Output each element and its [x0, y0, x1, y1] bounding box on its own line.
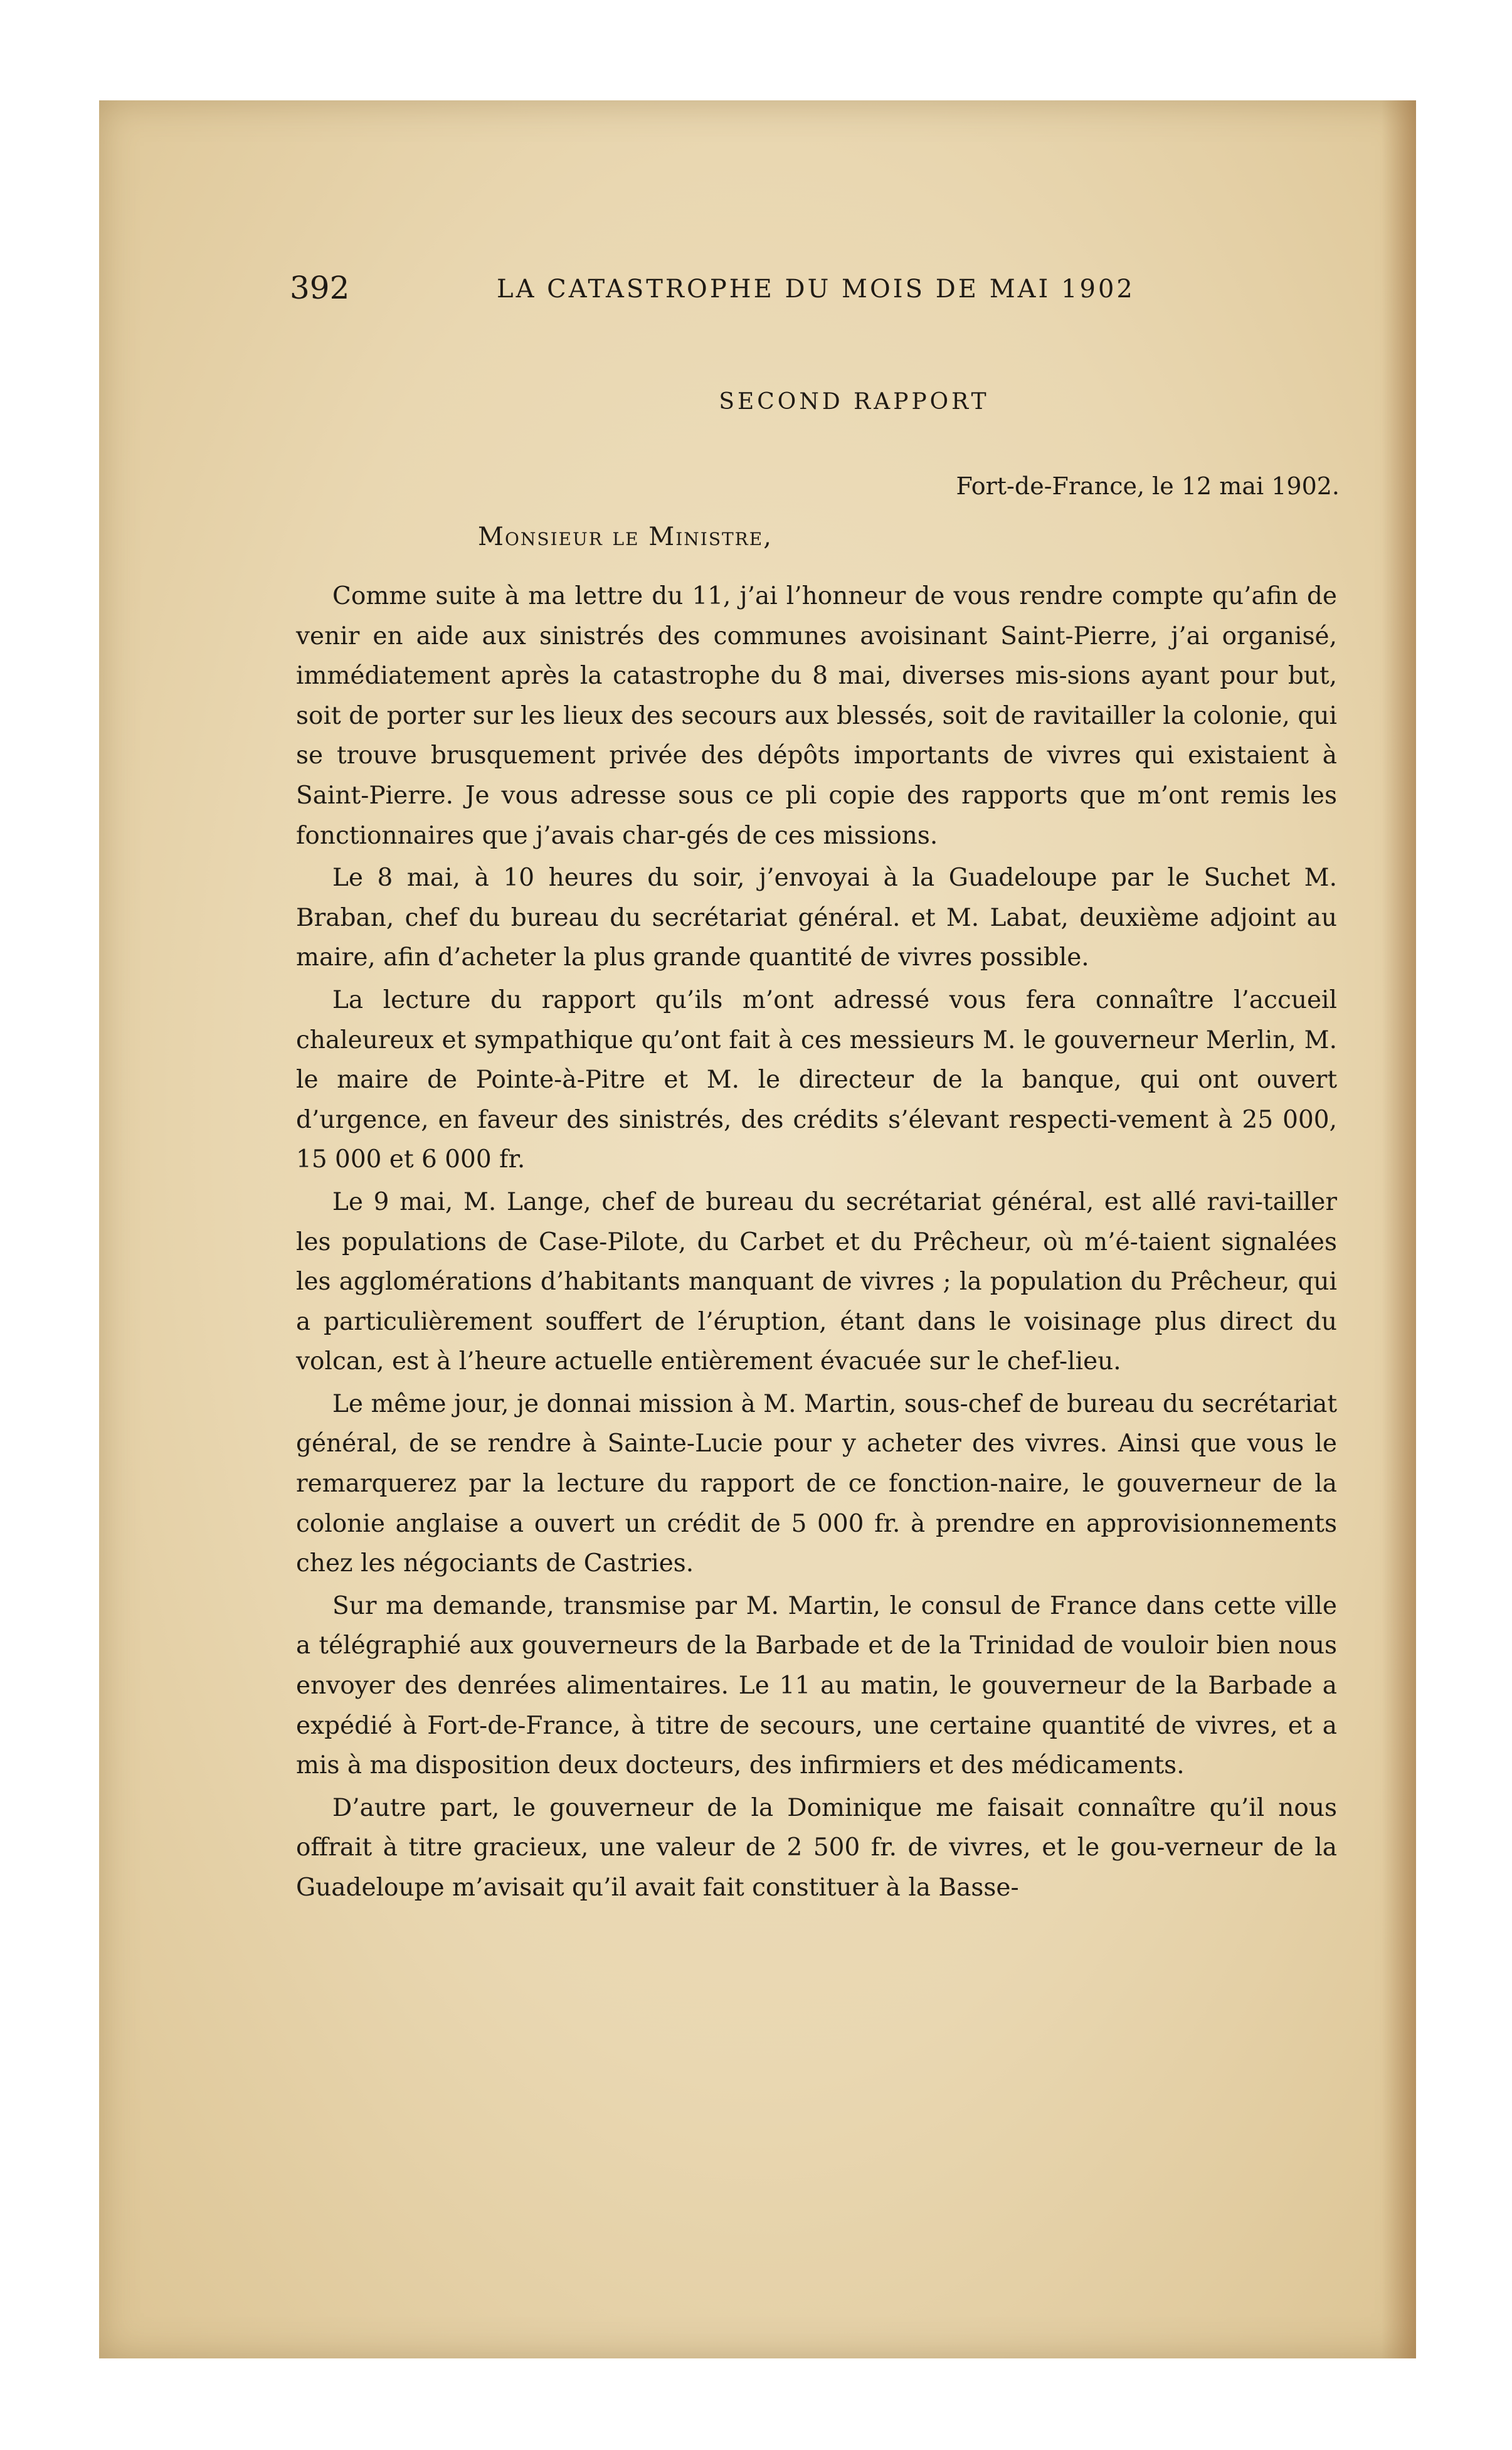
- paragraph: La lecture du rapport qu’ils m’ont adressé vous fera connaître l’accueil chaleureux et sympathique qu’ont fait à ces messieurs M. le gouverneur Merlin, M. le maire de Pointe-à-Pitre et M. le directeur de la banque, qui ont ouvert d’urgence, en faveur des sinistrés, des crédits s’élevant respecti-vement à 25 000, 15 000 et 6 000 fr.: [296, 985, 1337, 1174]
- date-line: Fort-de-France, le 12 mai 1902.: [956, 472, 1340, 500]
- paragraph: Le même jour, je donnai mission à M. Martin, sous-chef de bureau du secrétariat général, de se rendre à Sainte-Lucie pour y acheter des vivres. Ainsi que vous le remarquerez par la lecture du rapport de ce fonction-naire, le gouverneur de la colonie anglaise a ouvert un crédit de 5 000 fr. à prendre en approvisionnements chez les négociants de Castries.: [296, 1389, 1337, 1578]
- running-title: LA CATASTROPHE DU MOIS DE MAI 1902: [497, 275, 1135, 304]
- body-text: [296, 576, 1337, 1908]
- section-title: SECOND RAPPORT: [719, 389, 990, 415]
- paragraph: Le 9 mai, M. Lange, chef de bureau du secrétariat général, est allé ravi-tailler les populations de Case-Pilote, du Carbet et du Prêcheur, où m’é-taient signalées les agglomérations d’habitants manquant de vivres ; la population du Prêcheur, qui a particulièrement souffert de l’éruption, étant dans le voisinage plus direct du volcan, est à l’heure actuelle entièrement évacuée sur le chef-lieu.: [296, 1187, 1337, 1376]
- salutation: Monsieur le Ministre,: [478, 522, 773, 551]
- paragraph: Le 8 mai, à 10 heures du soir, j’envoyai à la Guadeloupe par le Suchet M. Braban, chef du bureau du secrétariat général. et M. Labat, deuxième adjoint au maire, afin d’acheter la plus grande quantité de vivres possible.: [296, 864, 1337, 972]
- paragraph: Sur ma demande, transmise par M. Martin, le consul de France dans cette ville a télégraphié aux gouverneurs de la Barbade et de la Trinidad de vouloir bien nous envoyer des denrées alimentaires. Le 11 au matin, le gouverneur de la Barbade a expédié à Fort-de-France, à titre de secours, une certaine quantité de vivres, et a mis à ma disposition deux docteurs, des infirmiers et des médicaments.: [296, 1591, 1337, 1780]
- paragraph: D’autre part, le gouverneur de la Dominique me faisait connaître qu’il nous offrait à titre gracieux, une valeur de 2 500 fr. de vivres, et le gou-verneur de la Guadeloupe m’avisait qu’il avait fait constituer à la Basse-: [296, 1793, 1337, 1902]
- running-header: [290, 270, 1337, 314]
- document-page: [290, 270, 1340, 1911]
- paragraph: Comme suite à ma lettre du 11, j’ai l’honneur de vous rendre compte qu’afin de venir en aide aux sinistrés des communes avoisinant Saint-Pierre, j’ai organisé, immédiatement après la catastrophe du 8 mai, diverses mis-sions ayant pour but, soit de porter sur les lieux des secours aux blessés, soit de ravitailler la colonie, qui se trouve brusquement privée des dépôts importants de vivres qui existaient à Saint-Pierre. Je vous adresse sous ce pli copie des rapports que m’ont remis les fonctionnaires que j’avais char-gés de ces missions.: [296, 582, 1337, 850]
- page-number: 392: [290, 270, 350, 306]
